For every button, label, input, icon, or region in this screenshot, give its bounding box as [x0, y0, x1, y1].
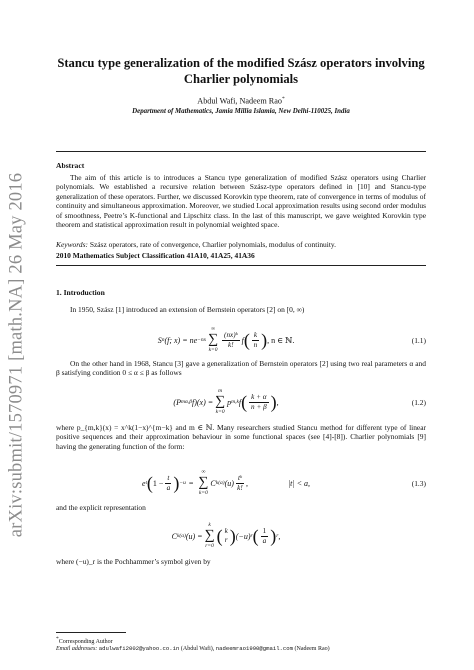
equation-number: (1.2) [411, 397, 426, 407]
bottom-rule [56, 265, 426, 266]
keywords-label: Keywords: [56, 240, 88, 249]
email-1: adulwafi2002@yahoo.co.in [98, 645, 180, 652]
footnote-emails: Email addresses: adulwafi2002@yahoo.co.in (Abdul Wafi), nadeemrao1990@gmail.com (Nadeem Rao) [56, 645, 330, 652]
intro-paragraph-1: In 1950, Szász [1] introduced an extension of Bernstein operators [2] on [0, ∞) [70, 305, 305, 314]
section-heading: 1. Introduction [56, 288, 105, 297]
intro-paragraph-5: where (−u)_r is the Pochhammer’s symbol given by [56, 557, 211, 566]
arxiv-identifier: arXiv:submit/1570971 [math.NA] 26 May 2016 [6, 172, 27, 538]
abstract-heading: Abstract [56, 161, 85, 170]
intro-paragraph-4: and the explicit representation [56, 503, 146, 512]
affiliation: Department of Mathematics, Jamia Millia Islamia, New Delhi-110025, India [132, 108, 350, 115]
keywords [56, 240, 426, 249]
top-rule [56, 151, 426, 152]
author-line [56, 96, 426, 106]
intro-paragraph-2: On the other hand in 1968, Stancu [3] gave a generalization of Bernstein operators [2] using two real parameters α and β satisfying condition 0 ≤ α ≤ β as follows [56, 359, 426, 378]
footnote-corresponding: *Corresponding Author [56, 636, 113, 645]
author-footnote-mark: * [281, 96, 285, 102]
intro-paragraph-3: where p_{m,k}(x) = x^k(1−x)^{m−k} and m ∈ ℕ. Many researchers studied Stancu method for different type of linear positive sequences and their approximation behaviour in some functional spaces (see [4]-[8]). Charlier polynomials [9] having the generating function of the form: [56, 423, 426, 451]
keywords-list: Szász operators, rate of convergence, Charlier polynomials, modulus of continuity. [89, 240, 337, 249]
equation-charlier-explicit: C k (a) (u) = k ∑ r=0 ( k r ) (−u) r ( $\frac{1}{a}$ ) r , [171, 522, 281, 549]
authors: Abdul Wafi, Nadeem Rao [197, 96, 282, 106]
equation-1-1: S n (f; x) = ne −nx ∞ ∑ k=0 $\frac{\text{(nx)ᵏ}}{k!}$ f ( $\frac{k}{n}$ ) , n ∈ ℕ. (1.1) [56, 322, 426, 358]
msc-classification: 2010 Mathematics Subject Classification 41A10, 41A25, 41A36 [56, 251, 255, 260]
equation-1-3: eᵗ ( 1 − $\frac{t}{a}$ ) −u = ∞ ∑ k=0 C k (a) (u) $\frac{\text{tᵏ}}{k!}$ , |t| < a, (1.3) [56, 465, 426, 501]
paper-title: Stancu type generalization of the modified Szász operators involving Charlier polynomials [57, 56, 425, 86]
footnote-rule [56, 632, 126, 633]
email-2: nadeemrao1990@gmail.com [215, 645, 293, 652]
equation-number: (1.3) [411, 478, 426, 488]
abstract-text: The aim of this article is to introduces a Stancu type generalization of modified Szász operators using Charlier polynomials. We established a recursive relation between Szász-type operators defined in [10] and Stancu-type generalization of these operators. Further, we discussed Korovkin type theorem, rate of convergence in terms of modulus of continuity and simultaneous approximation. Moreover, we studied Local approximation results using second order modulus of smoothness, Peetre’s K-functional and Lipschitz class. In the last of this manuscript, we gave weighted Korovkin type theorem and statistical approximation result in polynomial weighted space. [56, 173, 426, 230]
equation-1-2: (P m α,β f)(x) = m ∑ k=0 p m,k f ( $\frac{k + \alpha}{n + \beta}$ ) , (1.2) [56, 384, 426, 420]
equation-number: (1.1) [411, 335, 426, 345]
arxiv-sidebar [0, 140, 34, 570]
